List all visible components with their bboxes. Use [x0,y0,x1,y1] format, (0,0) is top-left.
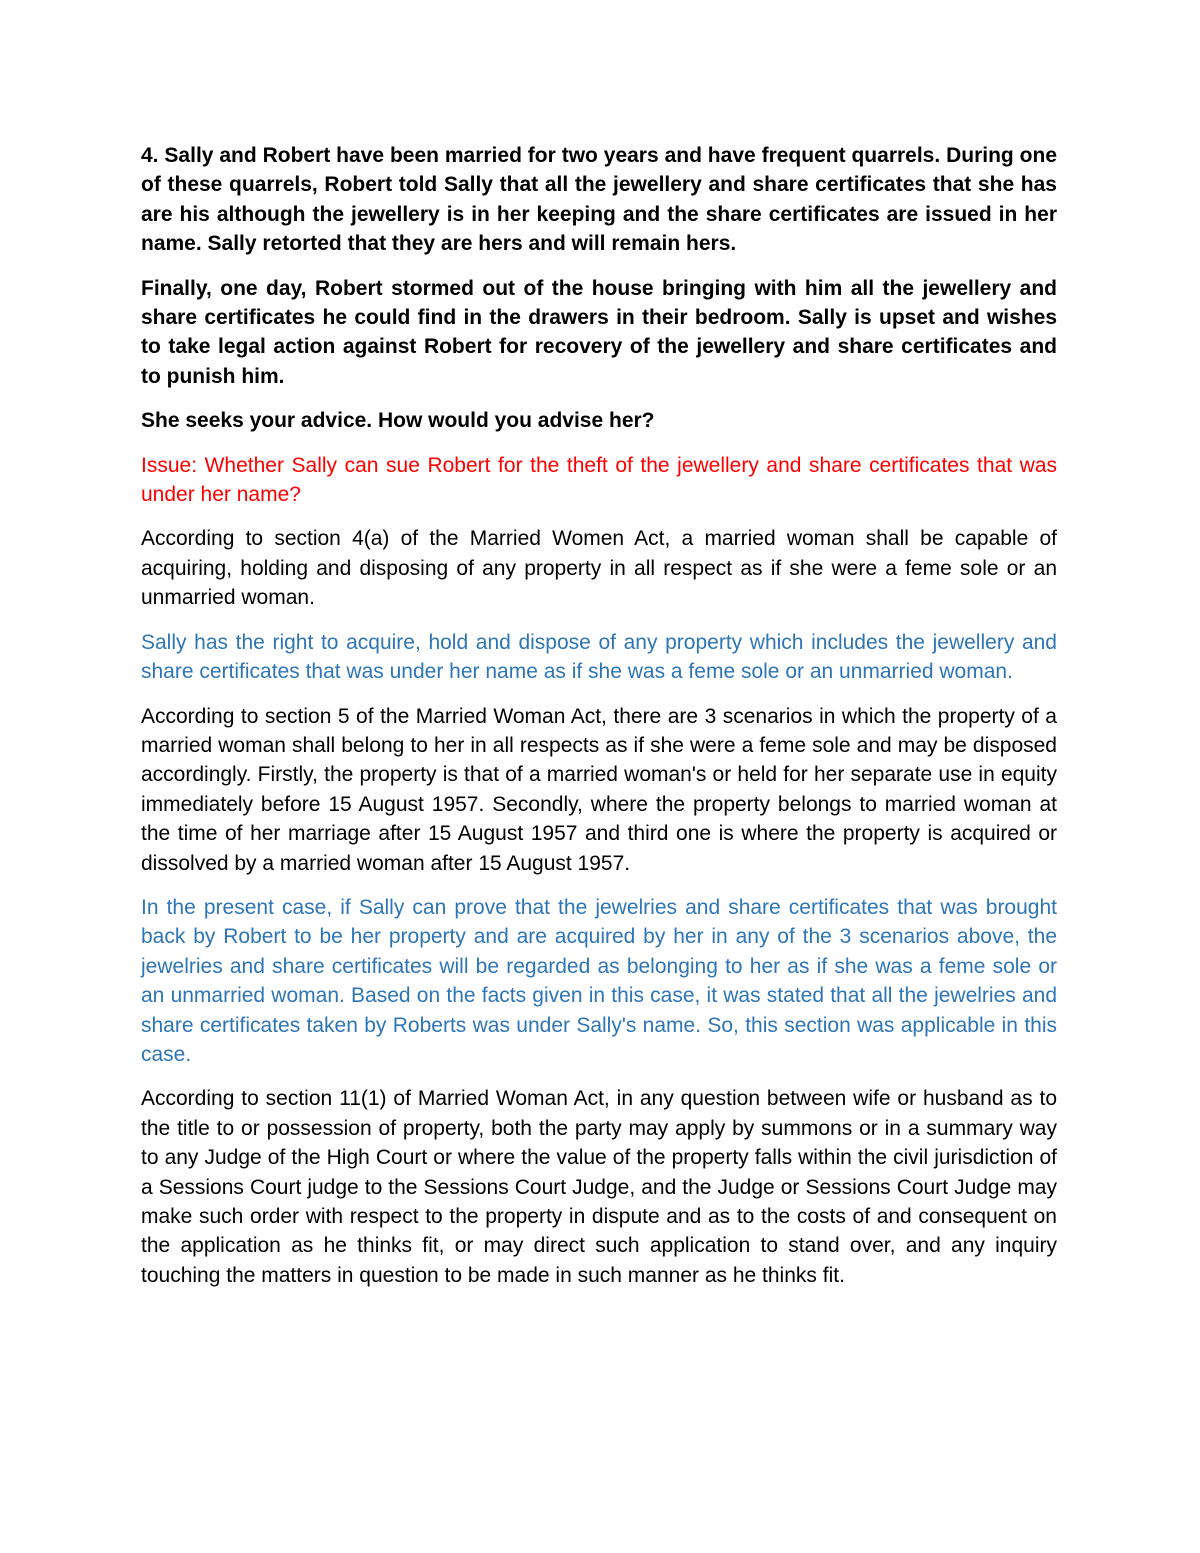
question-paragraph-3: She seeks your advice. How would you advise her? [141,409,655,433]
question-paragraph-2: Finally, one day, Robert stormed out of the house bringing with him all the jewellery and share certificates he could find in the drawers in their bedroom. Sally is upset and wishes to take legal action against Robert for recovery of the jewellery and share certificates and to punish him. [141,276,1057,388]
application-section-4a: Sally has the right to acquire, hold and dispose of any property which includes the jewellery and share certificates that was under her name as if she was a feme sole or an unmarried woman. [141,630,1057,684]
law-section-4a: According to section 4(a) of the Married Women Act, a married woman shall be capable of acquiring, holding and disposing of any property in all respect as if she were a feme sole or an unmarried woman. [141,527,1057,610]
question-paragraph-1: 4. Sally and Robert have been married for two years and have frequent quarrels. During one of these quarrels, Robert told Sally that all the jewellery and share certificates that she has are his although the jewellery is in her keeping and the share certificates are issued in her name. Sally retorted that they are hers and will remain hers. [141,144,1057,256]
application-section-5: In the present case, if Sally can prove that the jewelries and share certificates that was brought back by Robert to be her property and are acquired by her in any of the 3 scenarios above, the jewelries and share certificates will be regarded as belonging to her as if she was a feme sole or an unmarried woman. Based on the facts given in this case, it was stated that all the jewelries and share certificates taken by Roberts was under Sally's name. So, this section was applicable in this case. [141,895,1057,1066]
document-page [141,141,1057,1305]
issue-statement: Issue: Whether Sally can sue Robert for the theft of the jewellery and share certificates that was under her name? [141,453,1057,507]
law-section-11-1: According to section 11(1) of Married Woman Act, in any question between wife or husband as to the title to or possession of property, both the party may apply by summons or in a summary way to any Judge of the High Court or where the value of the property falls within the civil jurisdiction of a Sessions Court judge to the Sessions Court Judge, and the Judge or Sessions Court Judge may make such order with respect to the property in dispute and as to the costs of and consequent on the application as he thinks fit, or may direct such application to stand over, and any inquiry touching the matters in question to be made in such manner as he thinks fit. [141,1087,1057,1287]
law-section-5: According to section 5 of the Married Woman Act, there are 3 scenarios in which the property of a married woman shall belong to her in all respects as if she were a feme sole and may be disposed accordingly. Firstly, the property is that of a married woman's or held for her separate use in equity immediately before 15 August 1957. Secondly, where the property belongs to married woman at the time of her marriage after 15 August 1957 and third one is where the property is acquired or dissolved by a married woman after 15 August 1957. [141,704,1057,875]
